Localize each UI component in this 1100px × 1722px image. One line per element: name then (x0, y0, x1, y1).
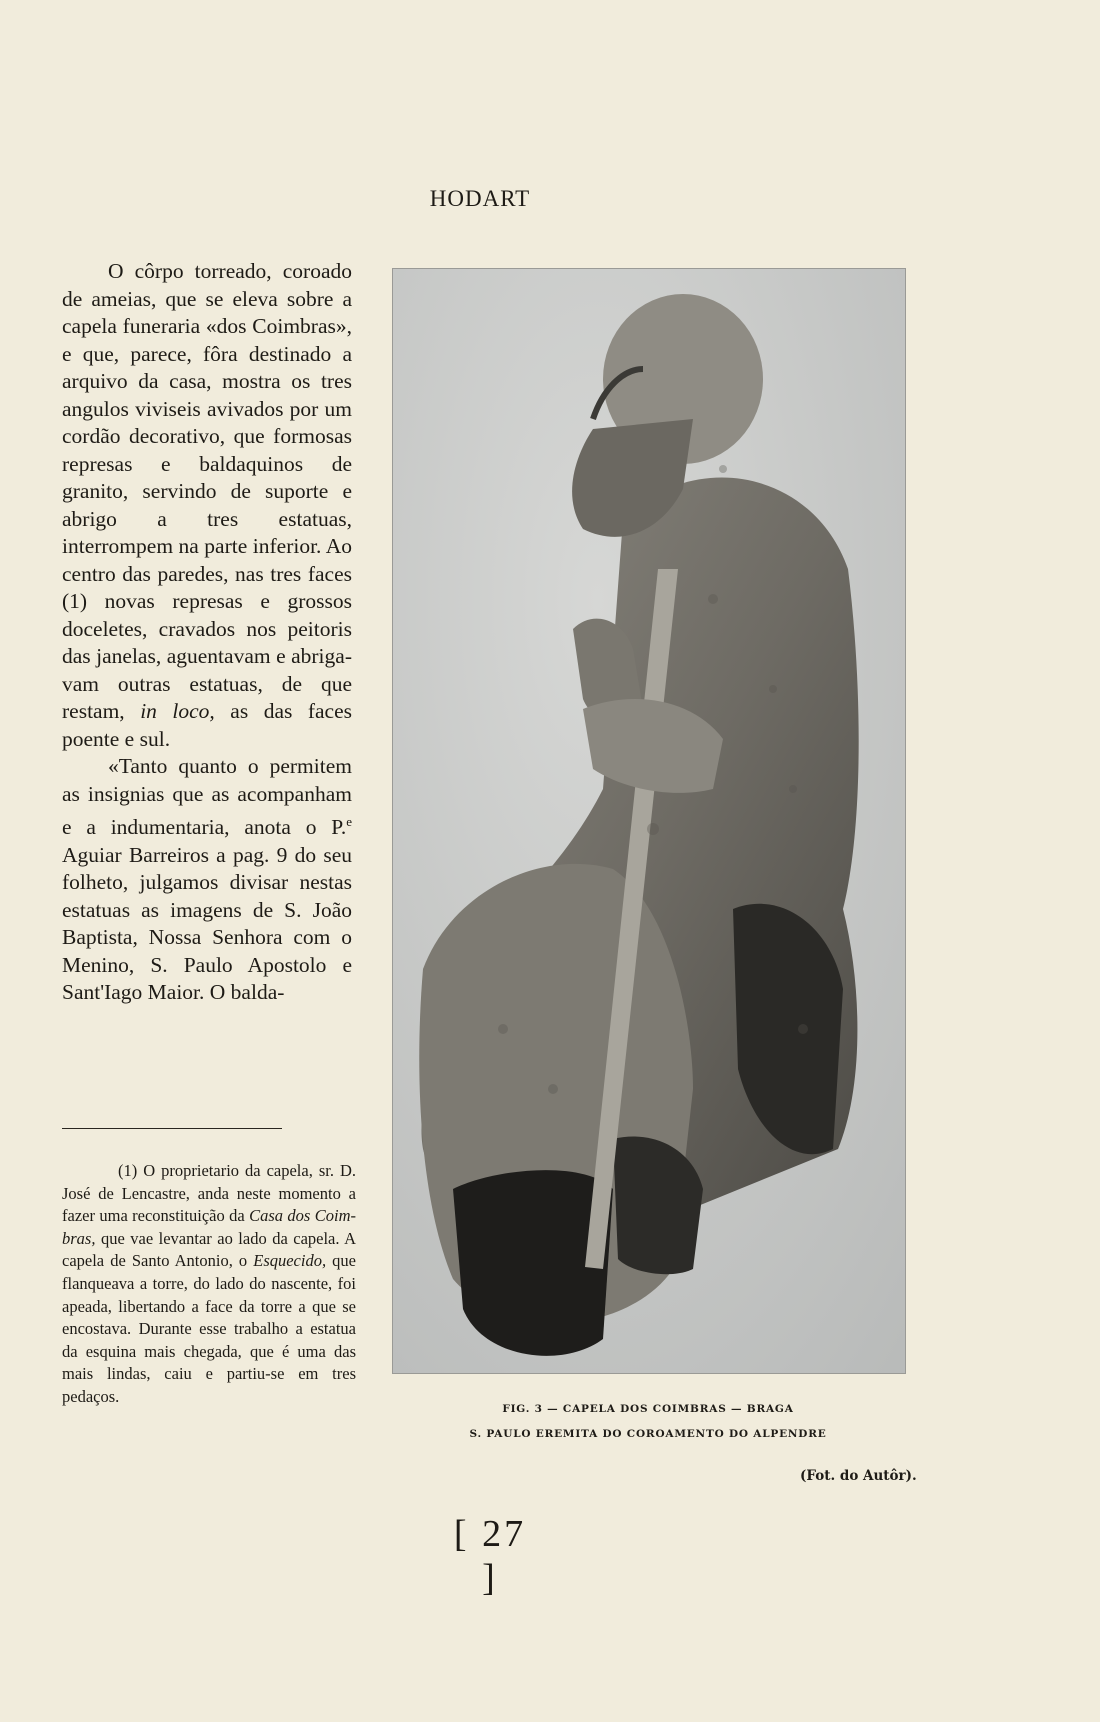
superscript-e: e (346, 814, 352, 829)
figure-caption-line-2: S. PAULO EREMITA DO COROAMENTO DO ALPENDRE (469, 1428, 827, 1440)
paragraph-2: «Tanto quanto o permitem as insignias que as acompanham e a indumentaria, anota o P.$^e$ Aguiar Barreiros a pag. 9 do seu folheto, julgamos divisar nestas estatuas as imagens de S. João Baptista, Nossa Senhora com o Menino, S. Paulo Apostolo e Sant'Iago Maior. O balda- (62, 754, 352, 1005)
body-text (62, 258, 352, 1007)
in-loco-italic: in loco, (140, 699, 215, 723)
page-number: [ 27 ] (453, 1513, 527, 1599)
footnote-rule (62, 1128, 282, 1129)
running-head: HODART (429, 186, 531, 211)
statue-photograph (392, 268, 906, 1374)
figure-caption-line-1: FIG. 3 — CAPELA DOS COIMBRAS — BRAGA (502, 1403, 794, 1415)
statue-illustration (393, 269, 905, 1373)
photo-credit: (Fot. do Autôr). (800, 1468, 917, 1484)
footnote: (1) O proprietario da capela, sr. D. José de Lencastre, anda neste momento a fazer uma reconstituição da Casa dos Coimbras, que vae levantar ao lado da capela. A capela de Santo Antonio, o Esquecido, que flanqueava a torre, do lado do nascente, foi apeada, libertando a face da torre a que se encostava. Durante esse trabalho a estatua da esquina mais chegada, que é uma das mais lindas, caiu e partiu-se em tres pedaços. (62, 1161, 356, 1406)
paragraph-1: O côrpo torreado, coroado de ameias, que se eleva sobre a capela funeraria «dos Coimbras», e que, parece, fôra destinado a arquivo da casa, mostra os tres angulos viviseis avivados por um cordão decorativo, que formosas represas e baldaquinos de granito, servindo de suporte e abrigo a tres estatuas, interrompem na parte inferior. Ao centro das paredes, nas tres faces (1) novas represas e grossos doceletes, cravados nos peitoris das janelas, aguentavam e abrigavam outras estatuas, de que restam, in loco, as das faces poente e sul. (62, 259, 352, 751)
